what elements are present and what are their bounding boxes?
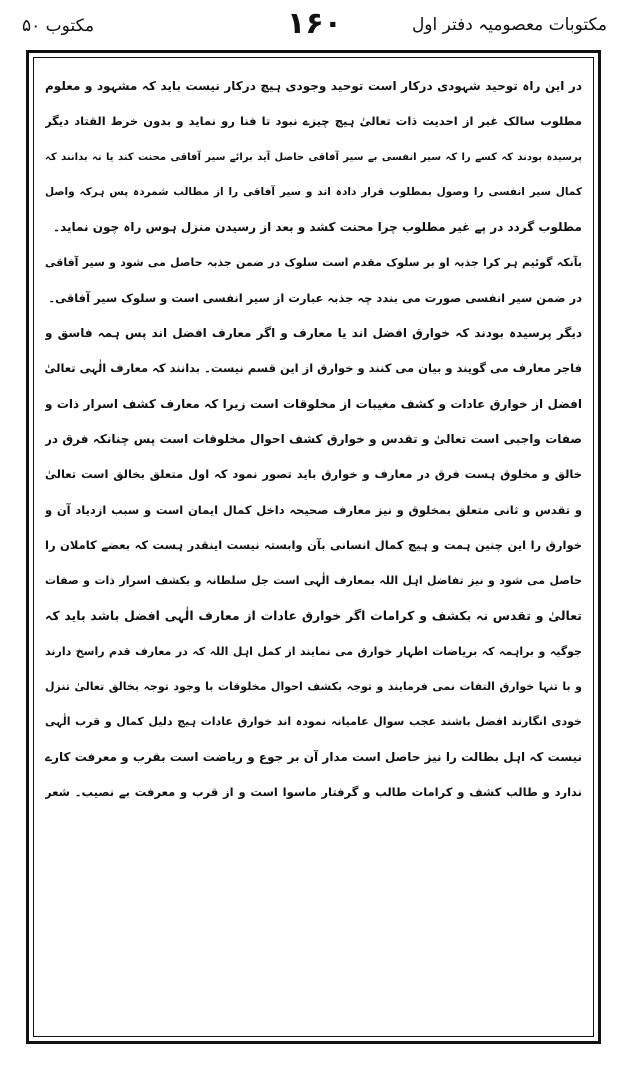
text-line: خودی انگارند افضل باشند عجب سوال عامیانہ نمودہ اند خوارق عادات ہیچ دلیل کمال و قرب الٰہی (45, 715, 582, 729)
text-line: در ضمن سیر انفسی صورت می بندد چہ جذبہ عبارت از سیر انفسی است و سلوک سیر آفاقی۔ (48, 290, 582, 305)
text-line: کمال سیر انفسی را وصول بمطلوب قرار دادہ اند و سیر آفاقی را از مطالب شمردہ پس ہرکہ واصل (45, 185, 582, 198)
text-line: مطلوب گردد در پے غیر مطلوب چرا محنت کشد و بعد از رسیدن منزل ہوس راہ چون نماید۔ (53, 220, 582, 235)
text-line: پرسیدہ بودند کہ کسے را کہ سیر انفسی بے سیر آفاقی حاصل آید برائے سیر آفاقی محنت کند یا نہ بدانند کہ (45, 151, 582, 163)
text-line: و با تنہا خوارق التفات نمی فرمایند و توجہ بکشف احوال مخلوقات با وجود توجہ بخالق تعالیٰ تنزل (45, 680, 582, 694)
body-text (45, 69, 582, 1027)
text-line: در این راہ توحید شہودی درکار است توحید وجودی ہیچ درکار نیست باید کہ مشہود و معلوم (45, 79, 582, 93)
text-line: حاصل می شود و نیز تفاضل اہل اللہ بمعارف الٰہی است جل سلطانہ و بکشف اسرار ذات و صفات (45, 574, 582, 588)
page-header (22, 6, 607, 48)
text-frame (26, 50, 601, 1044)
text-line: افضل از خوارق عادات و کشف مغیبات از مخلوقات است زیرا کہ معارف کشف اسرار ذات و (45, 396, 582, 411)
text-line: خالق و مخلوق ہست فرق در معارف و خوارق باید تصور نمود کہ اول متعلق بخالق است تعالیٰ (45, 467, 582, 482)
text-line: صفات واجبی است تعالیٰ و تقدس و خوارق کشف احوال مخلوقات است پس چنانکہ فرق در (45, 431, 582, 446)
text-line: خوارق را این چنین ہمت و ہیچ کمال انسانی بآن وابستہ نیست اینقدر ہست کہ بعضے کاملان را (45, 537, 582, 552)
letter-number: مکتوب ۵۰ (22, 16, 95, 36)
book-title: مکتوبات معصومیہ دفتر اول (411, 15, 607, 35)
text-line: تعالیٰ و تقدس نہ بکشف و کرامات اگر خوارق عادات از معارف الٰہی افضل باشد باید کہ (45, 608, 582, 624)
text-line: جوگیہ و براہمہ کہ بریاضات اظہار خوارق می نمایند از کمل اہل اللہ کہ در معارف قدم راسخ دارند (45, 644, 582, 658)
page-number: ۱۶۰ (287, 6, 342, 41)
text-line: بآنکہ گوئیم ہر کرا جذبہ او بر سلوک مقدم است سلوک در ضمن جذبہ حاصل می شود و سیر آفاقی (45, 256, 582, 270)
text-line: ندارد و طالب کشف و کرامات طالب و گرفتار ماسوا است و از قرب و معرفت بے نصیب۔ شعر (45, 784, 582, 799)
text-line: دیگر پرسیدہ بودند کہ خوارق افضل اند یا معارف و اگر معارف افضل اند پس ہمہ فاسق و (45, 326, 582, 341)
text-line: نیست کہ اہل بطالت را نیز حاصل است مدار آن بر جوع و ریاضت است بقرب و معرفت کارے (45, 749, 582, 764)
text-line: مطلوب سالک غیر از احدیت ذات تعالیٰ ہیچ چیزے نبود تا فنا رو نماید و بدون خرط القتاد دیگر (45, 114, 582, 129)
text-line: فاجر معارف می گویند و بیان می کنند و خوارق از این قسم نیست۔ بدانند کہ معارف الٰہی تعالیٰ (45, 361, 582, 376)
text-line: و تقدس و ثانی متعلق بمخلوق و نیز معارف صحیحہ داخل کمال ایمان است و سبب ازدیاد آن و (45, 502, 582, 517)
